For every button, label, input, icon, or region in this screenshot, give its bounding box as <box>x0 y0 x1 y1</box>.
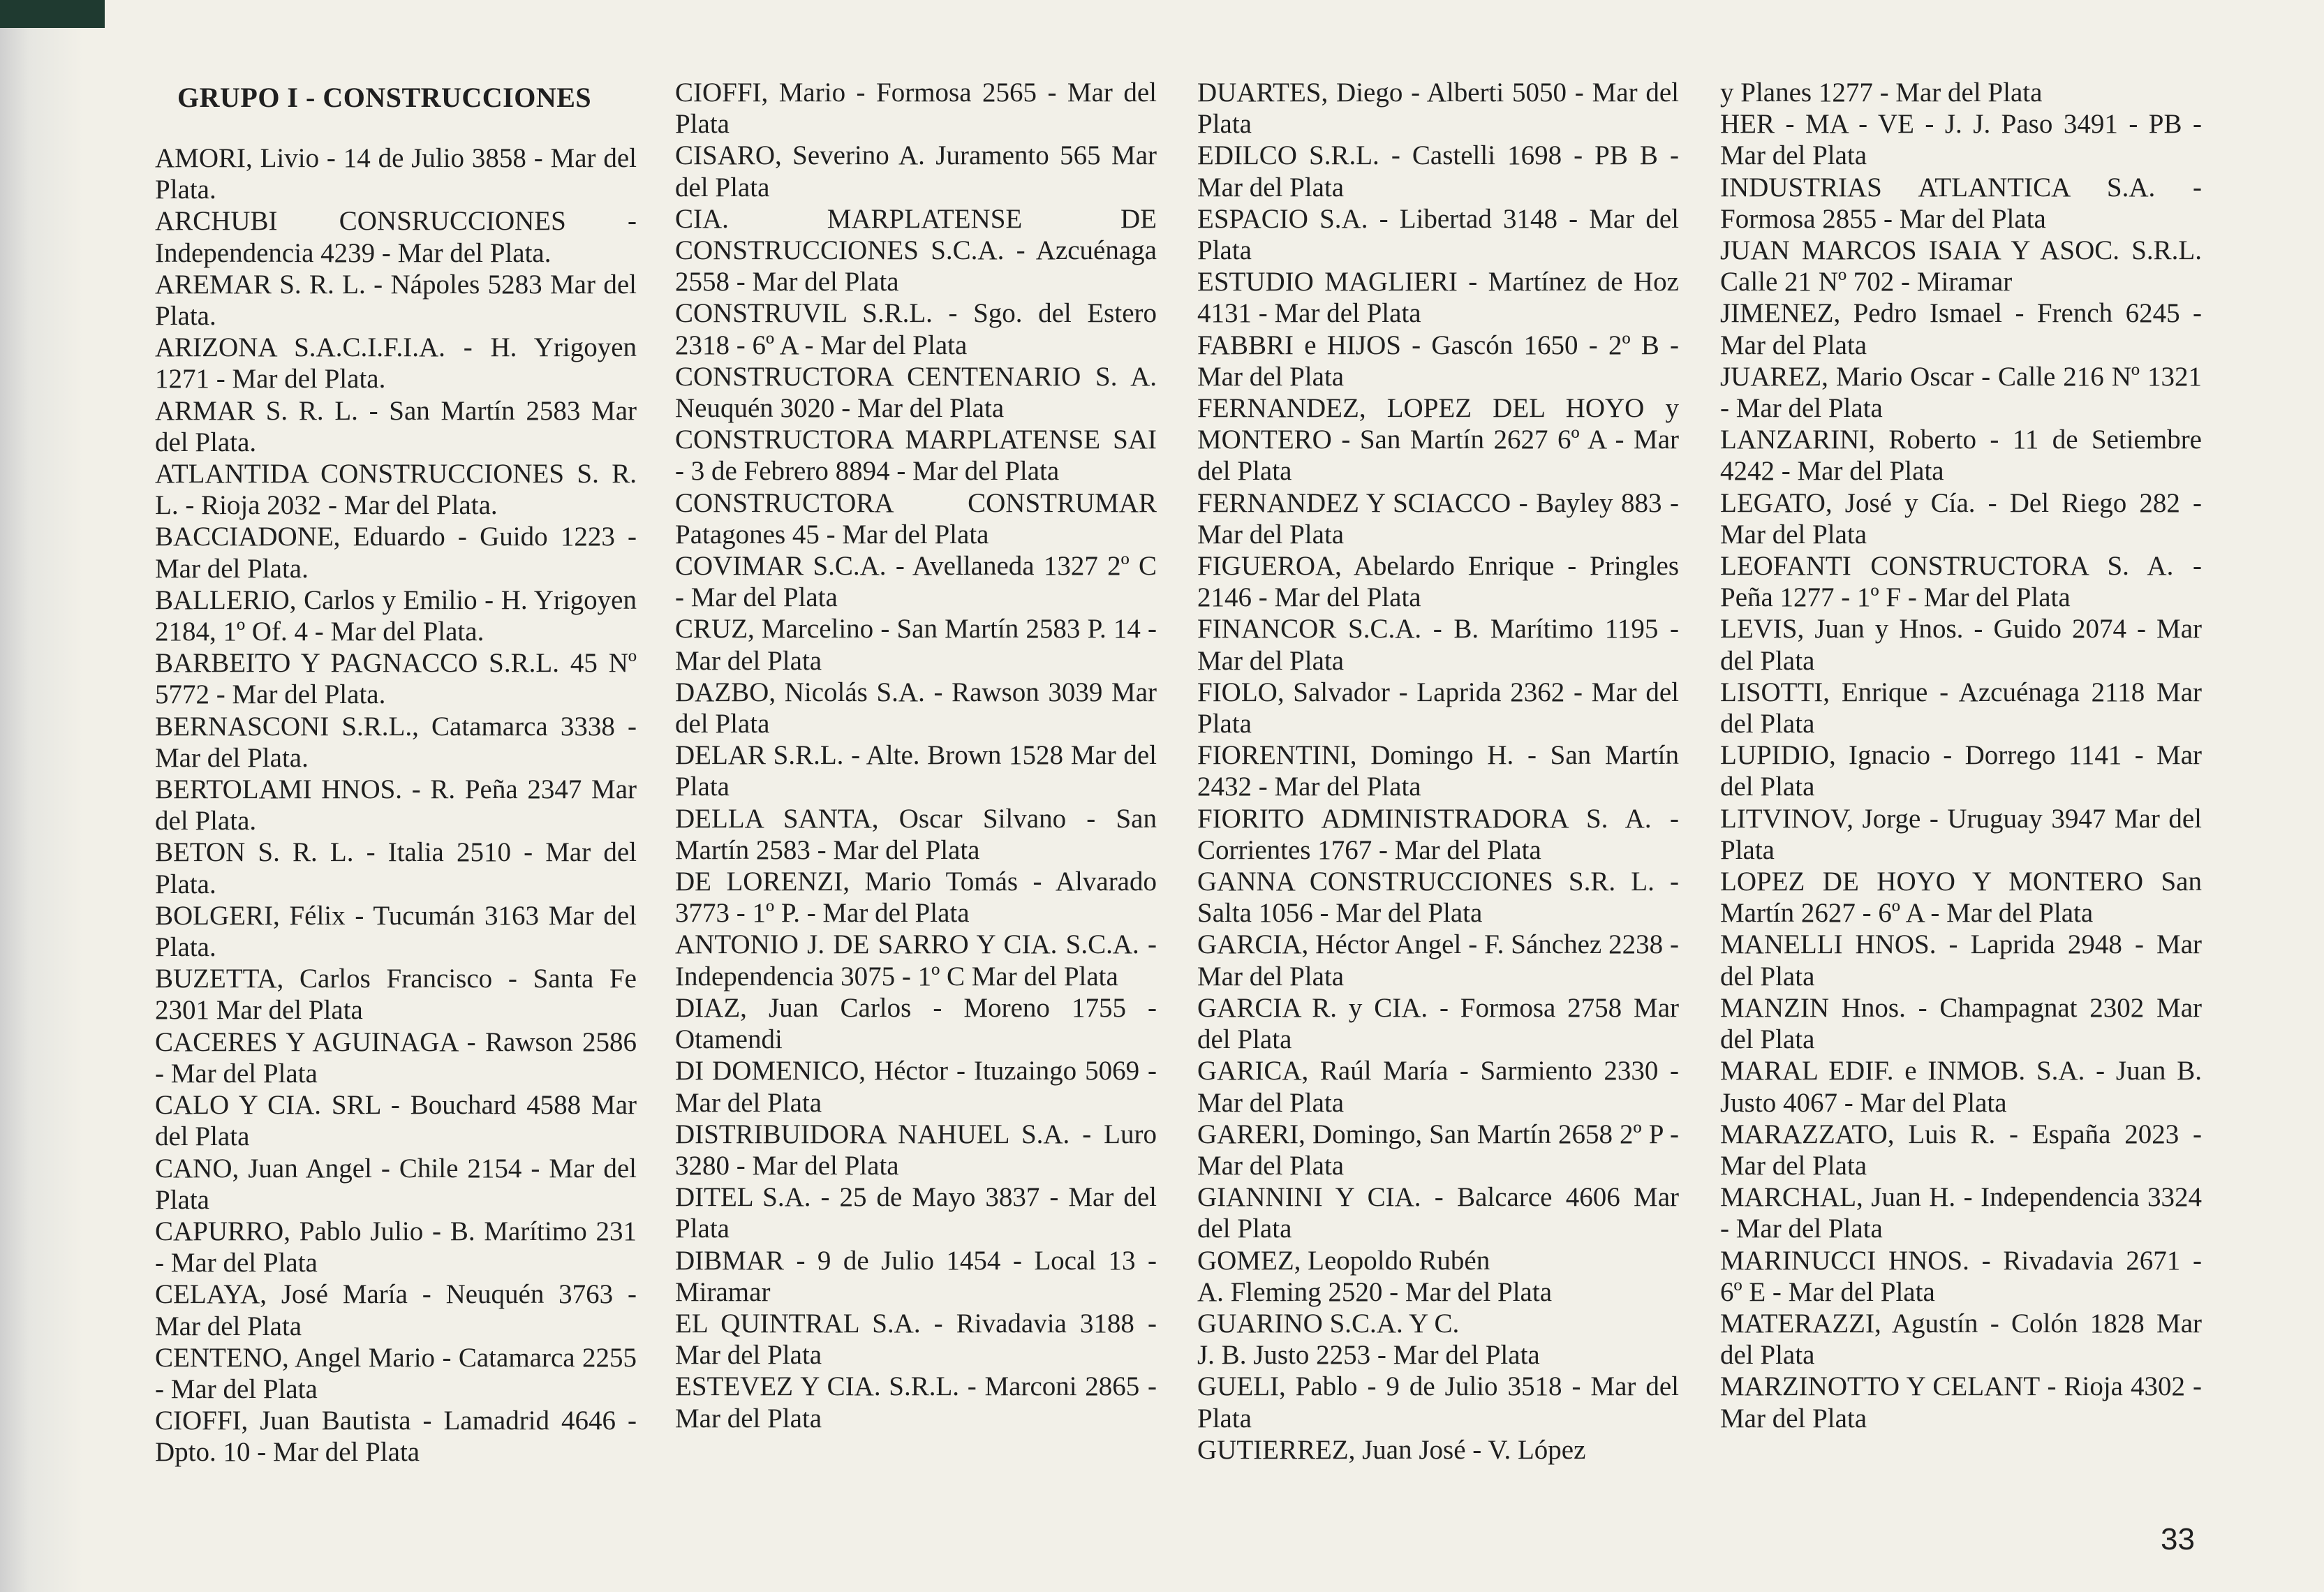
directory-entry: MARAZZATO, Luis R. - España 2023 - Mar del Plata <box>1720 1119 2202 1181</box>
directory-entry: CIA. MARPLATENSE DE CONSTRUCCIONES S.C.A. - Azcuénaga 2558 - Mar del Plata <box>675 203 1157 297</box>
section-heading: GRUPO I - CONSTRUCCIONES <box>177 82 592 113</box>
directory-entry: CALO Y CIA. SRL - Bouchard 4588 Mar del Plata <box>155 1090 637 1152</box>
directory-entry: CISARO, Severino A. Juramento 565 Mar del Plata <box>675 140 1157 202</box>
directory-entry: HER - MA - VE - J. J. Paso 3491 - PB - Mar del Plata <box>1720 109 2202 171</box>
directory-entry: BETON S. R. L. - Italia 2510 - Mar del Plata. <box>155 837 637 899</box>
directory-entry: BOLGERI, Félix - Tucumán 3163 Mar del Plata. <box>155 900 637 963</box>
directory-entry: JUAREZ, Mario Oscar - Calle 216 Nº 1321 - Mar del Plata <box>1720 361 2202 424</box>
directory-entry: A. Fleming 2520 - Mar del Plata <box>1197 1276 1553 1307</box>
directory-entry: BARBEITO Y PAGNACCO S.R.L. 45 Nº 5772 - Mar del Plata. <box>155 648 637 710</box>
directory-entry: ARIZONA S.A.C.I.F.I.A. - H. Yrigoyen 1271 - Mar del Plata. <box>155 332 637 395</box>
directory-entry: GIANNINI Y CIA. - Balcarce 4606 Mar del Plata <box>1197 1182 1679 1244</box>
directory-entry: LUPIDIO, Ignacio - Dorrego 1141 - Mar del Plata <box>1720 740 2202 802</box>
directory-entry: ARCHUBI CONSRUCCIONES - Independencia 4239 - Mar del Plata. <box>155 206 637 268</box>
directory-entry: FIORITO ADMINISTRADORA S. A. - Corrientes 1767 - Mar del Plata <box>1197 803 1679 865</box>
directory-entry: MANZIN Hnos. - Champagnat 2302 Mar del Plata <box>1720 992 2202 1055</box>
directory-entry: CIOFFI, Juan Bautista - Lamadrid 4646 - Dpto. 10 - Mar del Plata <box>155 1406 637 1468</box>
directory-entry: EDILCO S.R.L. - Castelli 1698 - PB B - Mar del Plata <box>1197 140 1679 202</box>
directory-entry: GARCIA R. y CIA. - Formosa 2758 Mar del Plata <box>1197 992 1679 1055</box>
column-2-entries <box>675 77 1157 1434</box>
directory-entry: EL QUINTRAL S.A. - Rivadavia 3188 - Mar del Plata <box>675 1308 1157 1371</box>
directory-entry: DELLA SANTA, Oscar Silvano - San Martín 2583 - Mar del Plata <box>675 803 1157 865</box>
directory-entry: DI DOMENICO, Héctor - Ituzaingo 5069 - Mar del Plata <box>675 1056 1157 1118</box>
directory-entry: LISOTTI, Enrique - Azcuénaga 2118 Mar del Plata <box>1720 677 2202 739</box>
directory-entry: DUARTES, Diego - Alberti 5050 - Mar del Plata <box>1197 78 1679 140</box>
directory-entry: FINANCOR S.C.A. - B. Marítimo 1195 - Mar del Plata <box>1197 614 1679 676</box>
directory-entry: FERNANDEZ Y SCIACCO - Bayley 883 - Mar del Plata <box>1197 487 1679 550</box>
directory-entry: GUELI, Pablo - 9 de Julio 3518 - Mar del Plata <box>1197 1371 1679 1433</box>
directory-entry: CAPURRO, Pablo Julio - B. Marítimo 231 - Mar del Plata <box>155 1216 637 1278</box>
directory-entry: BALLERIO, Carlos y Emilio - H. Yrigoyen 2184, 1º Of. 4 - Mar del Plata. <box>155 584 637 647</box>
page-binding-shadow <box>0 0 84 1592</box>
directory-entry: CIOFFI, Mario - Formosa 2565 - Mar del Plata <box>675 78 1157 140</box>
directory-entry: FERNANDEZ, LOPEZ DEL HOYO y MONTERO - San Martín 2627 6º A - Mar del Plata <box>1197 393 1679 487</box>
directory-entry: FABBRI e HIJOS - Gascón 1650 - 2º B - Mar del Plata <box>1197 330 1679 392</box>
directory-entry: COVIMAR S.C.A. - Avellaneda 1327 2º C - Mar del Plata <box>675 551 1157 613</box>
directory-entry: ESPACIO S.A. - Libertad 3148 - Mar del Plata <box>1197 203 1679 266</box>
column-3 <box>1197 77 1679 1466</box>
directory-entry: LITVINOV, Jorge - Uruguay 3947 Mar del Plata <box>1720 803 2202 865</box>
directory-entry: LOPEZ DE HOYO Y MONTERO San Martín 2627 - 6º A - Mar del Plata <box>1720 867 2202 929</box>
directory-entry: MARZINOTTO Y CELANT - Rioja 4302 - Mar del Plata <box>1720 1371 2202 1433</box>
directory-entry: y Planes 1277 - Mar del Plata <box>1720 78 2043 108</box>
directory-entry: LEOFANTI CONSTRUCTORA S. A. - Peña 1277 - 1º F - Mar del Plata <box>1720 551 2202 613</box>
directory-entry: FIORENTINI, Domingo H. - San Martín 2432 - Mar del Plata <box>1197 740 1679 802</box>
directory-entry: GARCIA, Héctor Angel - F. Sánchez 2238 - Mar del Plata <box>1197 929 1679 992</box>
directory-entry: CONSTRUCTORA MARPLATENSE SAI - 3 de Febrero 8894 - Mar del Plata <box>675 425 1157 487</box>
directory-entry: BERTOLAMI HNOS. - R. Peña 2347 Mar del Plata. <box>155 774 637 836</box>
directory-entry: CACERES Y AGUINAGA - Rawson 2586 - Mar del Plata <box>155 1026 637 1089</box>
directory-entry: DAZBO, Nicolás S.A. - Rawson 3039 Mar del Plata <box>675 677 1157 739</box>
directory-entry: ESTEVEZ Y CIA. S.R.L. - Marconi 2865 - Mar del Plata <box>675 1371 1157 1433</box>
directory-entry: CRUZ, Marcelino - San Martín 2583 P. 14 - Mar del Plata <box>675 614 1157 676</box>
column-4-entries <box>1720 77 2202 1434</box>
directory-entry: LANZARINI, Roberto - 11 de Setiembre 4242 - Mar del Plata <box>1720 425 2202 487</box>
directory-entry: GOMEZ, Leopoldo Rubén <box>1197 1245 1490 1276</box>
column-4 <box>1720 77 2202 1434</box>
directory-entry: DITEL S.A. - 25 de Mayo 3837 - Mar del Plata <box>675 1182 1157 1244</box>
page-number: 33 <box>2161 1522 2195 1556</box>
column-1-entries <box>155 142 637 1468</box>
directory-entry: LEVIS, Juan y Hnos. - Guido 2074 - Mar del Plata <box>1720 614 2202 676</box>
directory-entry: ANTONIO J. DE SARRO Y CIA. S.C.A. - Independencia 3075 - 1º C Mar del Plata <box>675 929 1157 992</box>
directory-entry: CANO, Juan Angel - Chile 2154 - Mar del Plata <box>155 1153 637 1215</box>
directory-entry: MARCHAL, Juan H. - Independencia 3324 - Mar del Plata <box>1720 1182 2202 1244</box>
directory-entry: MATERAZZI, Agustín - Colón 1828 Mar del Plata <box>1720 1308 2202 1371</box>
directory-entry: CELAYA, José María - Neuquén 3763 - Mar del Plata <box>155 1279 637 1341</box>
directory-entry: GARERI, Domingo, San Martín 2658 2º P - Mar del Plata <box>1197 1119 1679 1181</box>
cover-corner <box>0 0 105 28</box>
directory-entry: CONSTRUVIL S.R.L. - Sgo. del Estero 2318 - 6º A - Mar del Plata <box>675 298 1157 360</box>
directory-entry: JUAN MARCOS ISAIA Y ASOC. S.R.L. Calle 21 Nº 702 - Miramar <box>1720 235 2202 297</box>
directory-entry: INDUSTRIAS ATLANTICA S.A. - Formosa 2855 - Mar del Plata <box>1720 172 2202 234</box>
directory-entry: JIMENEZ, Pedro Ismael - French 6245 - Mar del Plata <box>1720 298 2202 360</box>
directory-entry: J. B. Justo 2253 - Mar del Plata <box>1197 1340 1540 1371</box>
directory-entry: BERNASCONI S.R.L., Catamarca 3338 - Mar del Plata. <box>155 711 637 773</box>
directory-entry: CONSTRUCTORA CENTENARIO S. A. Neuquén 3020 - Mar del Plata <box>675 361 1157 424</box>
directory-entry: FIGUEROA, Abelardo Enrique - Pringles 2146 - Mar del Plata <box>1197 551 1679 613</box>
directory-entry: CONSTRUCTORA CONSTRUMAR Patagones 45 - Mar del Plata <box>675 487 1157 550</box>
directory-entry: MARINUCCI HNOS. - Rivadavia 2671 - 6º E - Mar del Plata <box>1720 1245 2202 1307</box>
directory-entry: BUZETTA, Carlos Francisco - Santa Fe 2301 Mar del Plata <box>155 964 637 1026</box>
directory-entry: FIOLO, Salvador - Laprida 2362 - Mar del Plata <box>1197 677 1679 739</box>
directory-entry: DIBMAR - 9 de Julio 1454 - Local 13 - Miramar <box>675 1245 1157 1307</box>
directory-entry: ESTUDIO MAGLIERI - Martínez de Hoz 4131 - Mar del Plata <box>1197 267 1679 329</box>
directory-entry: LEGATO, José y Cía. - Del Riego 282 - Mar del Plata <box>1720 487 2202 550</box>
directory-entry: AMORI, Livio - 14 de Julio 3858 - Mar del Plata. <box>155 143 637 205</box>
directory-entry: CENTENO, Angel Mario - Catamarca 2255 - Mar del Plata <box>155 1342 637 1404</box>
column-3-entries <box>1197 77 1679 1466</box>
column-2 <box>675 77 1157 1434</box>
column-1 <box>155 77 637 1468</box>
directory-entry: GARICA, Raúl María - Sarmiento 2330 - Mar del Plata <box>1197 1056 1679 1118</box>
directory-entry: DISTRIBUIDORA NAHUEL S.A. - Luro 3280 - Mar del Plata <box>675 1119 1157 1181</box>
directory-entry: MANELLI HNOS. - Laprida 2948 - Mar del Plata <box>1720 929 2202 992</box>
directory-entry: AREMAR S. R. L. - Nápoles 5283 Mar del Plata. <box>155 269 637 332</box>
directory-entry: BACCIADONE, Eduardo - Guido 1223 - Mar del Plata. <box>155 522 637 584</box>
directory-entry: DELAR S.R.L. - Alte. Brown 1528 Mar del Plata <box>675 740 1157 802</box>
directory-entry: ARMAR S. R. L. - San Martín 2583 Mar del Plata. <box>155 395 637 457</box>
directory-entry: MARAL EDIF. e INMOB. S.A. - Juan B. Justo 4067 - Mar del Plata <box>1720 1056 2202 1118</box>
directory-entry: ATLANTIDA CONSTRUCCIONES S. R. L. - Rioja 2032 - Mar del Plata. <box>155 459 637 521</box>
directory-entry: DIAZ, Juan Carlos - Moreno 1755 - Otamendi <box>675 992 1157 1055</box>
directory-entry: DE LORENZI, Mario Tomás - Alvarado 3773 - 1º P. - Mar del Plata <box>675 867 1157 929</box>
directory-entry: GUTIERREZ, Juan José - V. López <box>1197 1434 1586 1465</box>
directory-entry: GUARINO S.C.A. Y C. <box>1197 1308 1460 1339</box>
directory-entry: GANNA CONSTRUCCIONES S.R. L. - Salta 1056 - Mar del Plata <box>1197 867 1679 929</box>
